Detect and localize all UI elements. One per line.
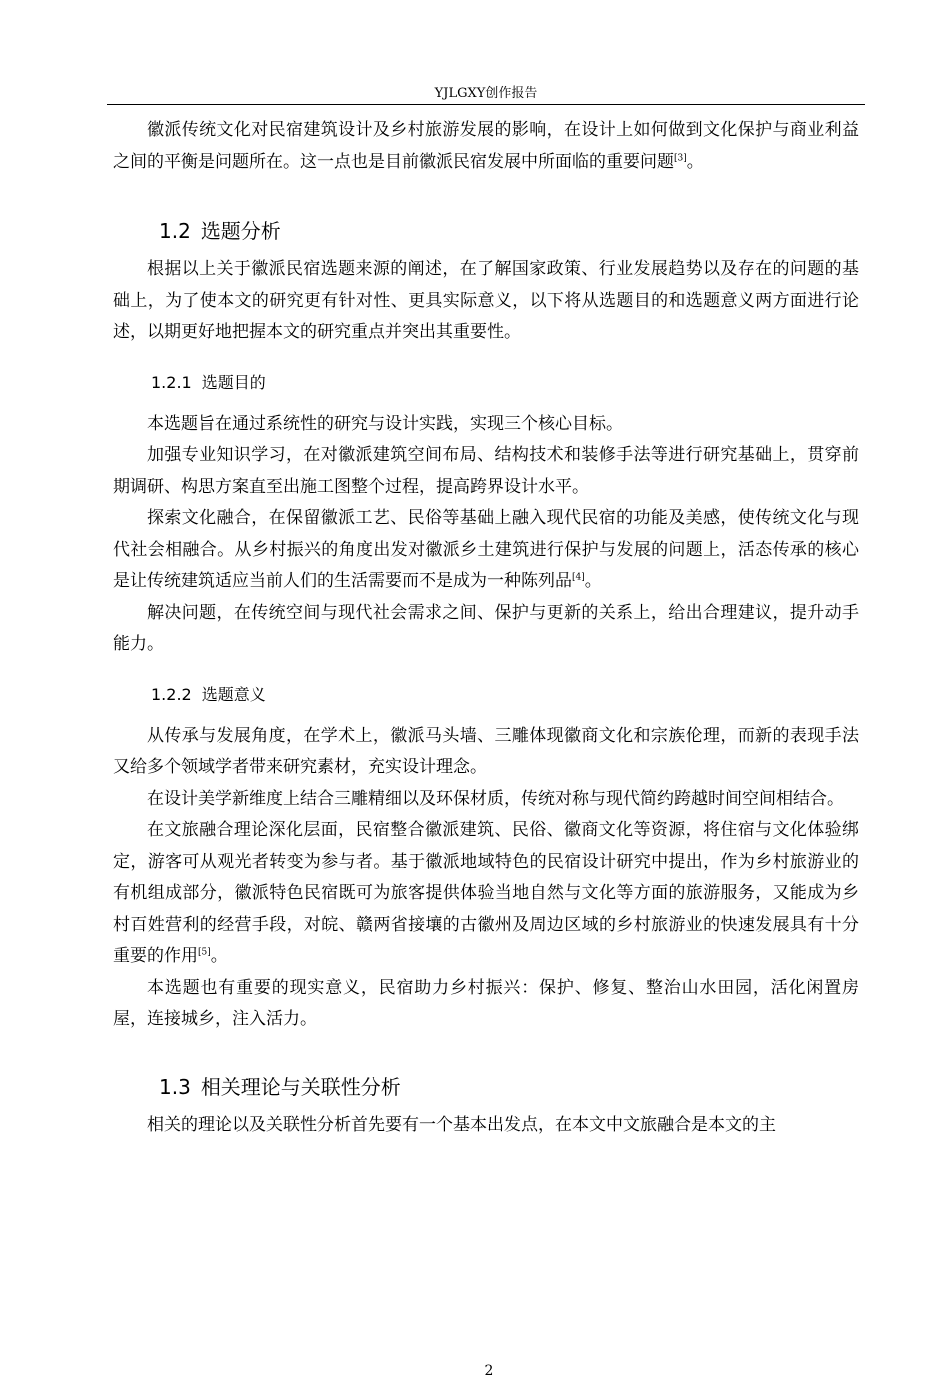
page-header: YJLGXY创作报告: [434, 86, 538, 101]
section-title: 相关理论与关联性分析: [200, 1074, 401, 1099]
paragraph-goals: 本选题旨在通过系统性的研究与设计实践，实现三个核心目标。: [147, 413, 623, 434]
paragraph-goal-culture: [113, 503, 859, 598]
section-title: 选题分析: [200, 219, 281, 243]
paragraph-text: 探索文化融合，在保留徽派工艺、民俗等基础上融入现代民宿的功能及美感，使传统文化与现代社会相融合。从乡村振兴的角度出发对徽派乡土建筑进行保护与发展的问题上，活态传承的核心是让传统建筑适应当前人们的生活需要而不是成为一种陈列品: [113, 508, 859, 591]
paragraph-end: 。: [686, 151, 704, 172]
subsection-title: 选题目的: [201, 372, 266, 392]
subsection-heading-1-2-1: [113, 369, 859, 397]
paragraph-significance-tourism: [113, 815, 859, 973]
section-number: 1.3: [159, 1074, 191, 1099]
paragraph-significance-aesthetics: 在设计美学新维度上结合三雕精细以及环保材质，传统对称与现代简约跨越时间空间相结合。: [147, 788, 844, 809]
paragraph-significance-heritage: 从传承与发展角度，在学术上，徽派马头墙、三雕体现徽商文化和宗族伦理，而新的表现手法又给多个领域学者带来研究素材，充实设计理念。: [113, 725, 859, 777]
paragraph-goal-knowledge: 加强专业知识学习，在对徽派建筑空间布局、结构技术和装修手法等进行研究基础上，贯穿前期调研、构思方案直至出施工图整个过程，提高跨界设计水平。: [113, 445, 859, 497]
page-content: [113, 115, 859, 1379]
paragraph-text: 徽派传统文化对民宿建筑设计及乡村旅游发展的影响，在设计上如何做到文化保护与商业利益之间的平衡是问题所在。这一点也是目前徽派民宿发展中所面临的重要问题: [113, 120, 859, 172]
subsection-number: 1.2.2: [151, 684, 192, 704]
subsection-title: 选题意义: [201, 684, 266, 704]
paragraph-intro: [113, 115, 859, 178]
section-heading-1-2: [113, 216, 859, 246]
header-rule: [107, 104, 865, 105]
paragraph-related-theory: 相关的理论以及关联性分析首先要有一个基本出发点，在本文中文旅融合是本文的主: [147, 1114, 776, 1135]
paragraph-text: 在文旅融合理论深化层面，民宿整合徽派建筑、民俗、徽商文化等资源，将住宿与文化体验绑定，游客可从观光者转变为参与者。基于徽派地域特色的民宿设计研究中提出，作为乡村旅游业的有机组成部分，徽派特色民宿既可为旅客提供体验当地自然与文化等方面的旅游服务，又能成为乡村百姓营利的经营手段，对皖、赣两省接壤的古徽州及周边区域的乡村旅游业的快速发展具有十分重要的作用: [113, 820, 859, 966]
paragraph-end: 。: [210, 946, 228, 966]
section-number: 1.2: [159, 219, 191, 243]
paragraph-end: 。: [584, 571, 602, 591]
paragraph-significance-practical: 本选题也有重要的现实意义，民宿助力乡村振兴：保护、修复、整治山水田园，活化闲置房屋，连接城乡，注入活力。: [113, 977, 859, 1029]
citation-ref: [4]: [572, 572, 585, 583]
paragraph-topic-analysis: 根据以上关于徽派民宿选题来源的阐述，在了解国家政策、行业发展趋势以及存在的问题的基础上，为了使本文的研究更有针对性、更具实际意义，以下将从选题目的和选题意义两方面进行论述，以期更好地把握本文的研究重点并突出其重要性。: [113, 259, 859, 342]
citation-ref: [5]: [198, 947, 211, 958]
subsection-number: 1.2.1: [151, 372, 192, 392]
subsection-heading-1-2-2: [113, 681, 859, 709]
citation-ref: [3]: [674, 152, 687, 163]
page-number: 2: [484, 1363, 494, 1379]
section-heading-1-3: [113, 1072, 859, 1102]
paragraph-goal-problem: 解决问题，在传统空间与现代社会需求之间、保护与更新的关系上，给出合理建议，提升动手能力。: [113, 602, 859, 654]
